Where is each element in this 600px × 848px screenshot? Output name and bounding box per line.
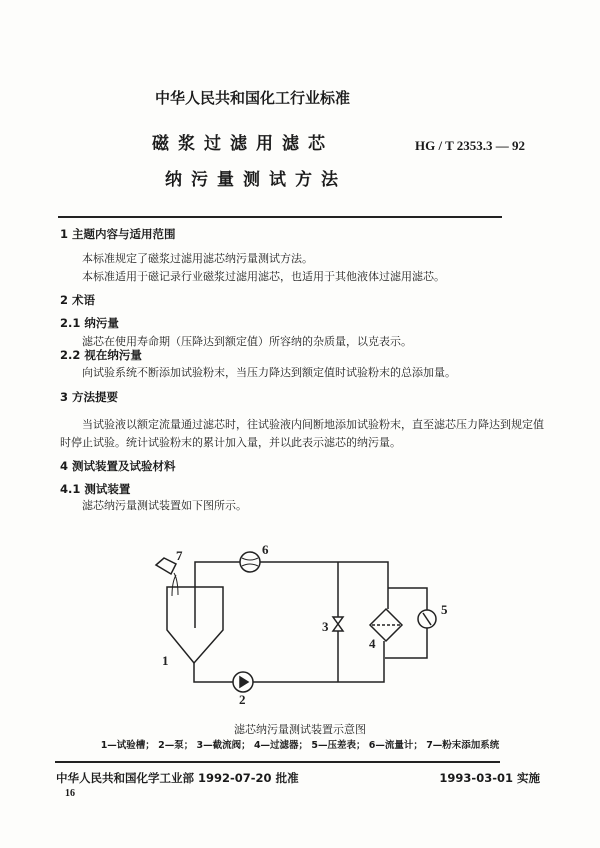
figure-legend: 1—试验槽； 2—泵； 3—截流阀； 4—过滤器； 5—压差表； 6—流量计； 7—粉末添加系统 [100, 740, 500, 751]
section-4-heading: 4 测试装置及试验材料 [60, 459, 176, 473]
section-3-heading: 3 方法提要 [60, 390, 119, 404]
label-7: 7 [176, 548, 183, 563]
valve-icon [333, 617, 343, 631]
section-2-2-para: 向试验系统不断添加试验粉末，当压力降达到额定值时试验粉末的总添加量。 [82, 366, 456, 379]
section-3-para-2: 时停止试验。统计试验粉末的累计加入量，并以此表示滤芯的纳污量。 [60, 436, 401, 449]
powder-cup-icon [156, 558, 176, 574]
section-1-heading: 1 主题内容与适用范围 [60, 227, 176, 241]
standard-code: HG / T 2353.3 — 92 [415, 138, 526, 153]
label-2: 2 [239, 692, 246, 707]
label-3: 3 [322, 619, 329, 634]
section-2-1-para: 滤芯在使用寿命期（压降达到额定值）所容纳的杂质量，以克表示。 [82, 335, 412, 348]
title-line-2: 纳污量测试方法 [165, 170, 347, 190]
section-3-para-1: 当试验液以额定流量通过滤芯时，往试验液内间断地添加试验粉末，直至滤芯压力降达到规定值 [82, 418, 544, 431]
section-4-1-heading: 4.1 测试装置 [60, 482, 131, 496]
approval-text: 中华人民共和国化学工业部 1992-07-20 批准 [56, 771, 299, 785]
effective-date: 1993-03-01 实施 [439, 771, 540, 785]
section-4-1-para: 滤芯纳污量测试装置如下图所示。 [82, 499, 247, 512]
page-number: 16 [65, 788, 75, 799]
section-2-heading: 2 术语 [60, 293, 96, 307]
section-2-1-heading: 2.1 纳污量 [60, 316, 119, 330]
label-5: 5 [441, 602, 448, 617]
bottom-pipe [194, 641, 384, 682]
top-pipe [260, 562, 388, 609]
flowmeter-icon [240, 552, 260, 572]
title-line-1: 磁浆过滤用滤芯 [152, 134, 334, 154]
section-1-para-1: 本标准规定了磁浆过滤用滤芯纳污量测试方法。 [82, 252, 313, 265]
figure-caption: 滤芯纳污量测试装置示意图 [234, 723, 366, 736]
gauge-branch [385, 588, 427, 658]
standard-type: 中华人民共和国化工行业标准 [155, 89, 351, 107]
label-1: 1 [162, 653, 169, 668]
section-2-2-heading: 2.2 视在纳污量 [60, 348, 142, 362]
label-6: 6 [262, 542, 269, 557]
return-pipe [195, 562, 240, 628]
label-4: 4 [369, 636, 376, 651]
bottom-rule [55, 761, 500, 763]
section-1-para-2: 本标准适用于磁记录行业磁浆过滤用滤芯，也适用于其他液体过滤用滤芯。 [82, 270, 445, 283]
